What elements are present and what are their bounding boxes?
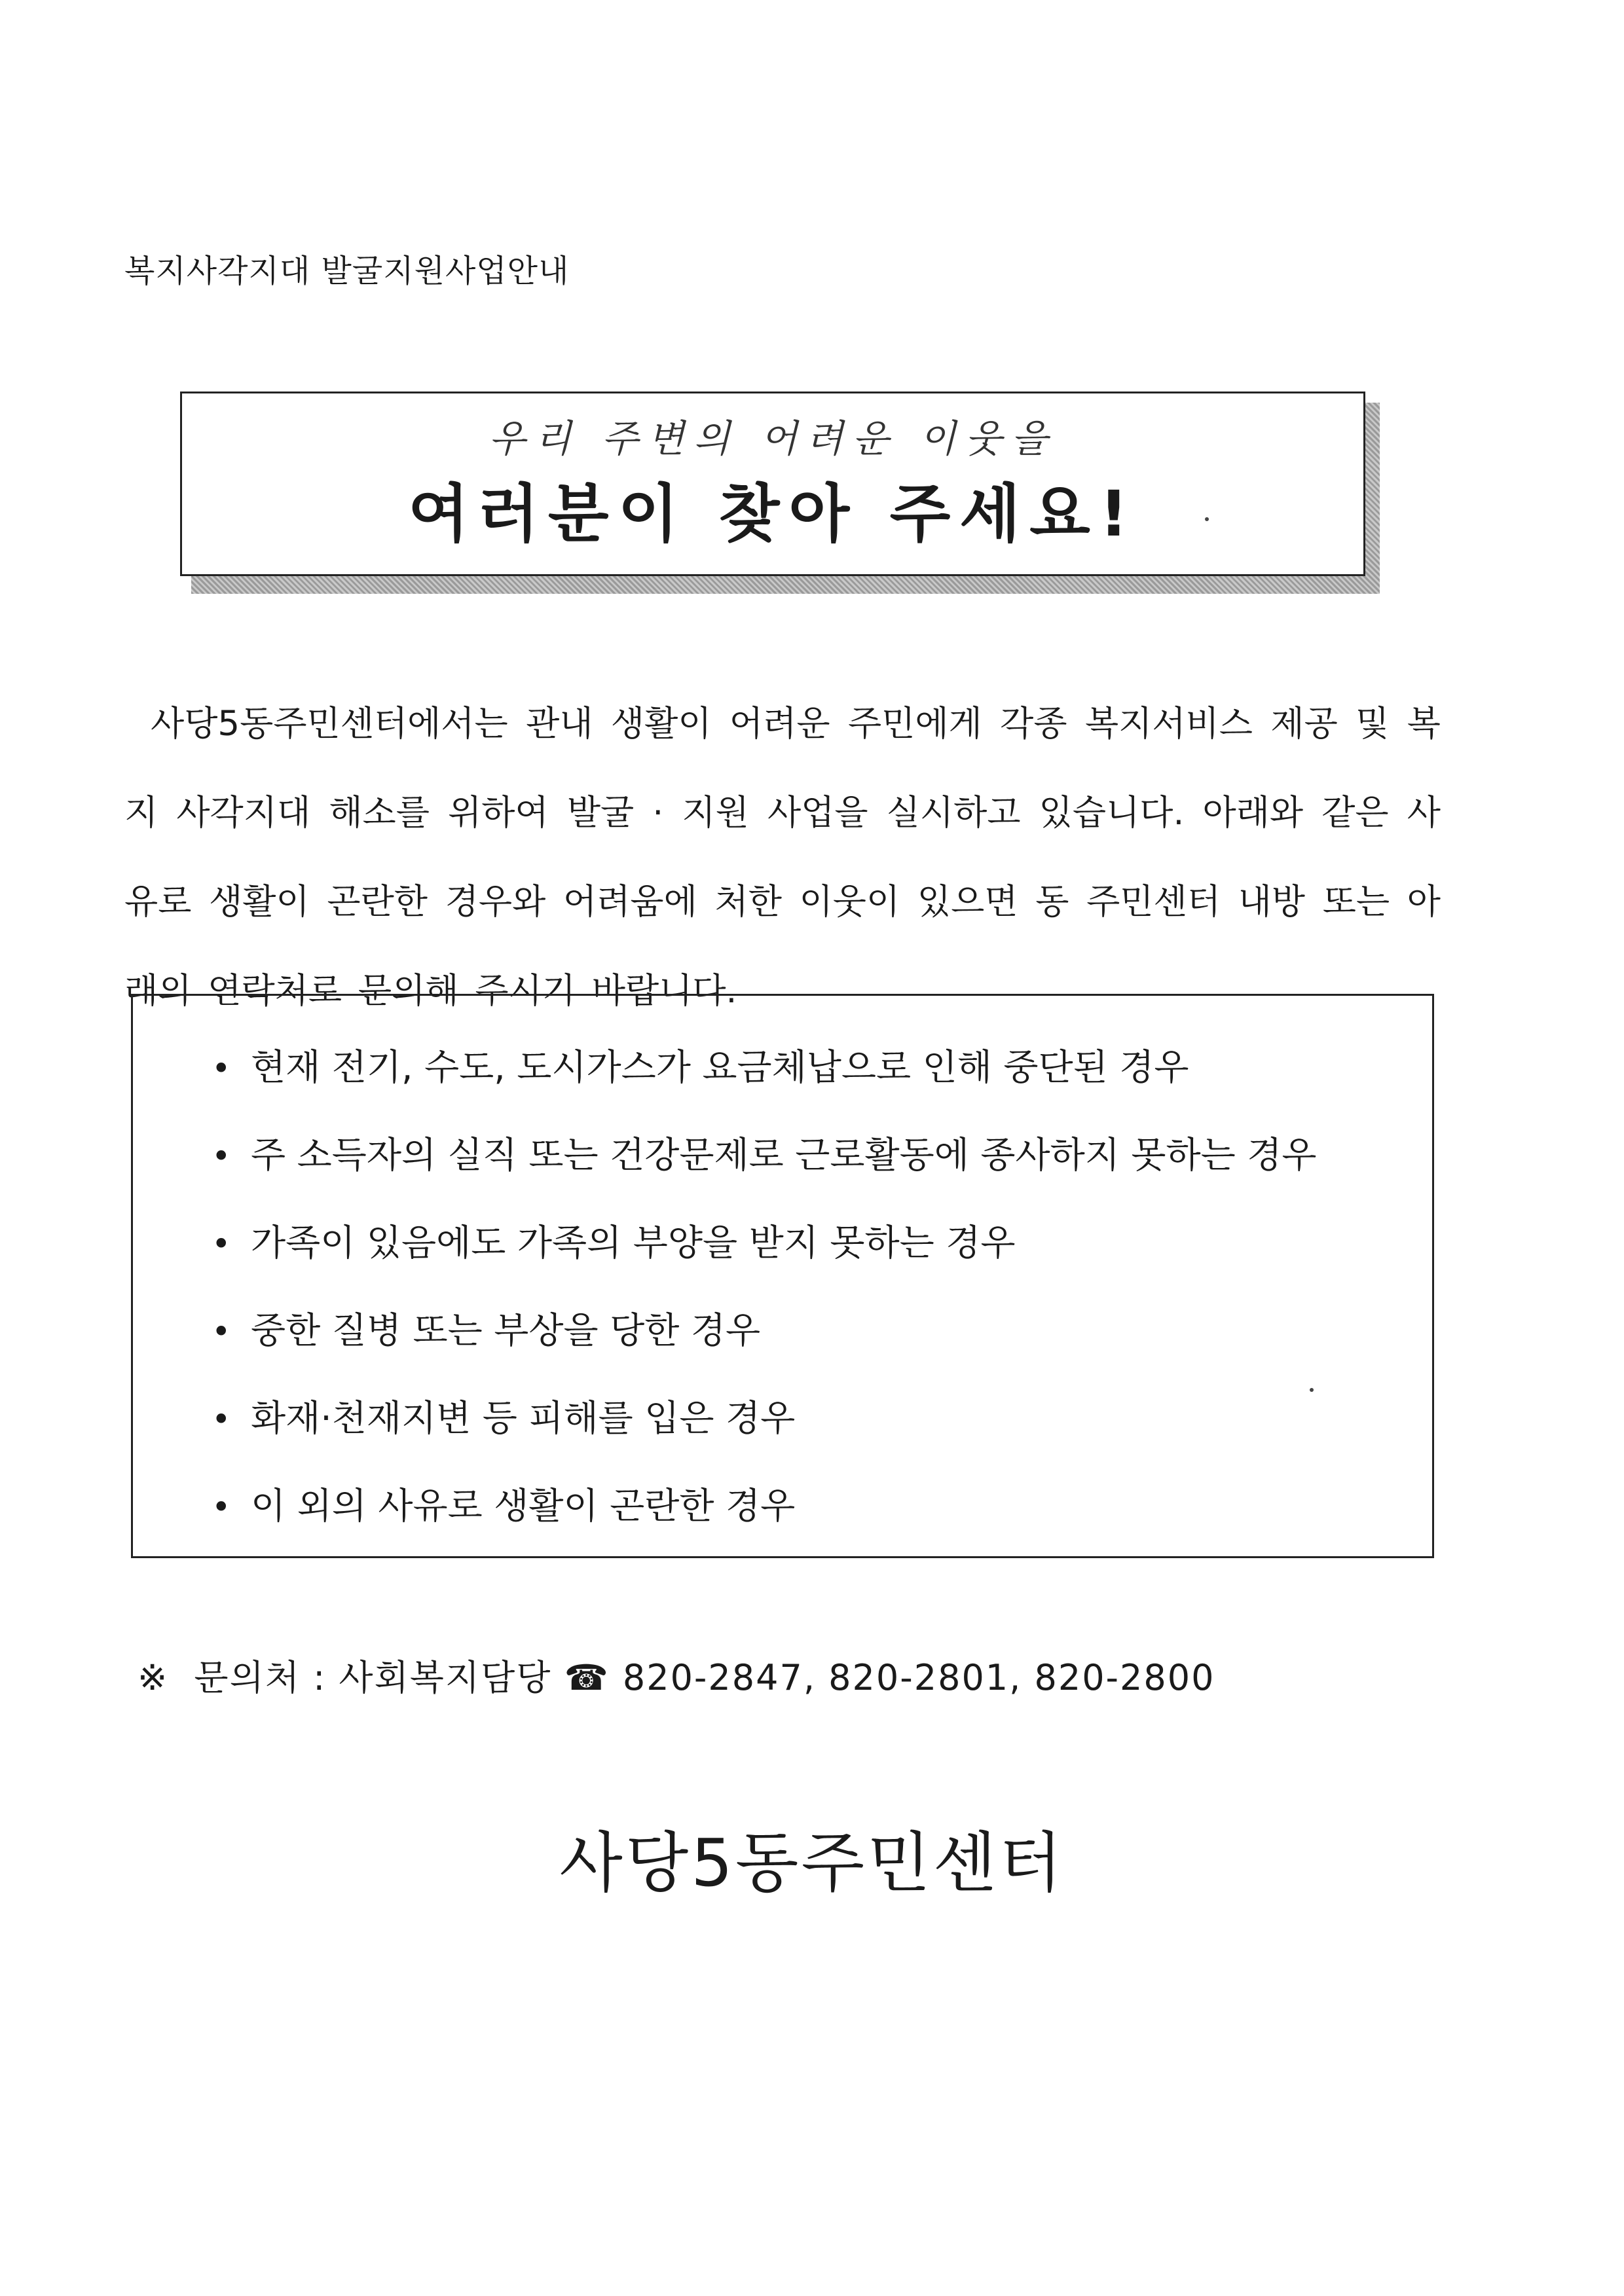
bullet-icon: •	[212, 1137, 231, 1175]
phone-icon: ☎	[564, 1657, 610, 1698]
list-item	[212, 1462, 1317, 1550]
criteria-box	[131, 994, 1434, 1558]
phone-numbers: 820-2847, 820-2801, 820-2800	[622, 1657, 1215, 1698]
criteria-text: 현재 전기, 수도, 도시가스가 요금체납으로 인해 중단된 경우	[251, 1046, 1189, 1088]
list-item	[212, 1199, 1317, 1286]
bullet-icon: •	[212, 1225, 231, 1263]
bullet-icon: •	[212, 1313, 231, 1351]
criteria-text: 주 소득자의 실직 또는 건강문제로 근로활동에 종사하지 못하는 경우	[251, 1134, 1317, 1176]
criteria-text: 화재·천재지변 등 피해를 입은 경우	[251, 1397, 796, 1439]
criteria-text: 이 외의 사유로 생활이 곤란한 경우	[251, 1485, 796, 1527]
list-item	[212, 1374, 1317, 1462]
list-item	[212, 1023, 1317, 1111]
reference-mark: ※	[138, 1657, 169, 1698]
list-item	[212, 1111, 1317, 1199]
document-heading: 복지사각지대 발굴지원사업안내	[124, 253, 570, 289]
footer-organization: 사당5동주민센터	[559, 1825, 1065, 1901]
bullet-icon: •	[212, 1488, 231, 1526]
banner-subtitle: 우리 주변의 어려운 이웃을	[489, 416, 1057, 461]
list-item	[212, 1286, 1317, 1374]
intro-paragraph: 사당5동주민센터에서는 관내 생활이 어려운 주민에게 각종 복지서비스 제공 및 복지 사각지대 해소를 위하여 발굴 · 지원 사업을 실시하고 있습니다. 아래와 같은 사유로 생활이 곤란한 경우와 어려움에 처한 이웃이 있으면 동 주민센터 내방 또는 아래의 연락처로 문의해 주시기 바랍니다.	[124, 704, 1441, 1011]
bullet-icon: •	[212, 1400, 231, 1438]
contact-label: 문의처 : 사회복지담당	[194, 1657, 552, 1698]
criteria-text: 중한 질병 또는 부상을 당한 경우	[251, 1309, 761, 1351]
criteria-text: 가족이 있음에도 가족의 부양을 받지 못하는 경우	[251, 1222, 1016, 1264]
bullet-icon: •	[212, 1049, 231, 1087]
scan-speck	[1205, 517, 1209, 521]
scan-speck	[1310, 1388, 1314, 1392]
banner-title: 여러분이 찾아 주세요!	[408, 477, 1137, 551]
contact-line	[138, 1650, 1215, 1700]
criteria-list	[212, 1023, 1317, 1550]
banner-box	[180, 392, 1365, 576]
